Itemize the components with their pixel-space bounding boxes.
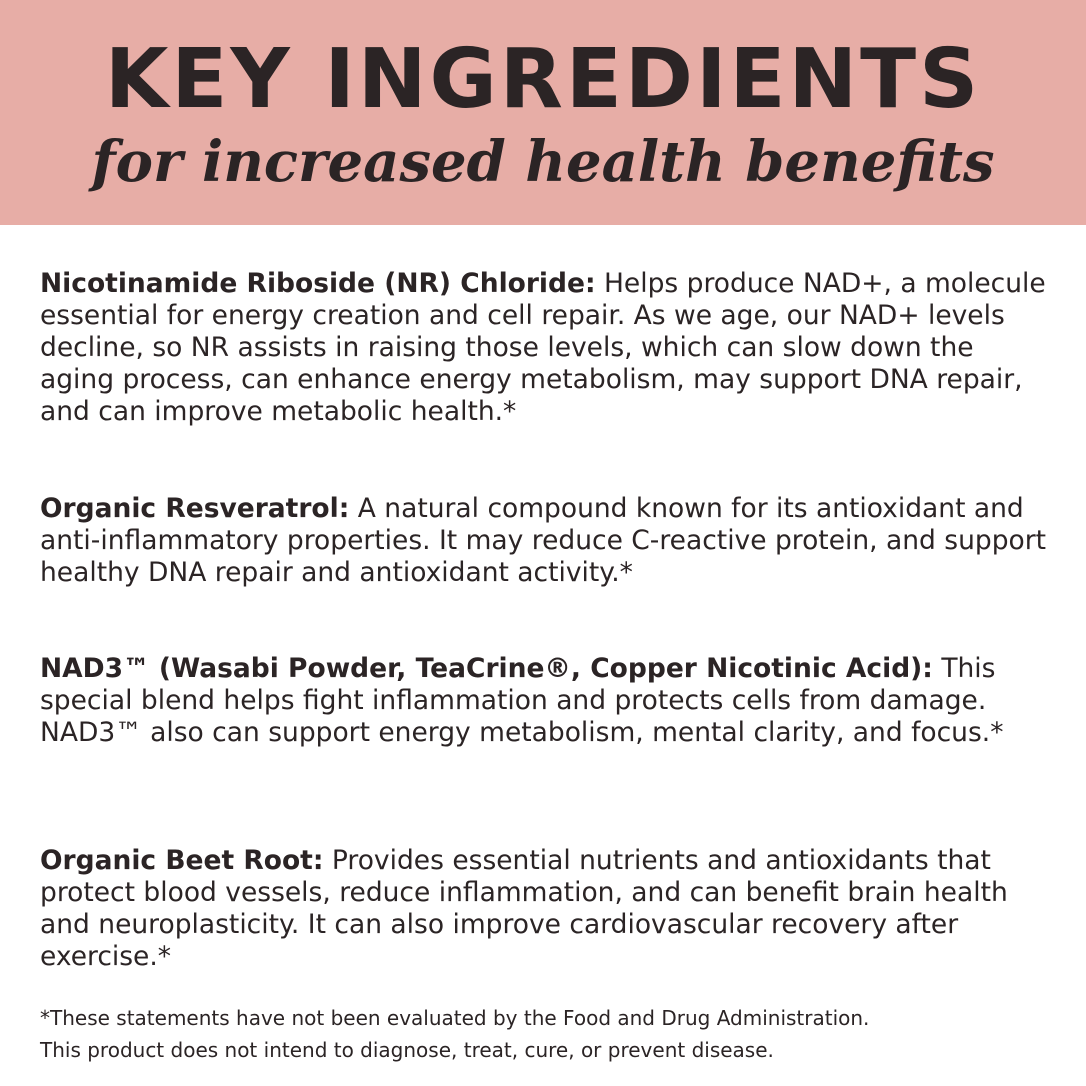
ingredient-name: Organic Beet Root:: [40, 845, 324, 876]
ingredient-organic-resveratrol: [40, 493, 1050, 589]
ingredient-name: Nicotinamide Riboside (NR) Chloride:: [40, 268, 596, 299]
fda-disclaimer: [40, 1002, 1050, 1066]
header-banner: [0, 0, 1086, 225]
ingredient-description: Helps produce NAD+, a molecule essential for energy creation and cell repair. As we age, our NAD+ levels decline, so NR assists in raising those levels, which can slow down the aging process, can enhance energy metabolism, may support DNA repair, and can improve metabolic health.*: [40, 268, 1046, 427]
ingredient-organic-beet-root: [40, 845, 1050, 973]
ingredient-nad3-blend: [40, 653, 1050, 749]
ingredient-nicotinamide-riboside: [40, 268, 1050, 428]
ingredient-name: NAD3™ (Wasabi Powder, TeaCrine®, Copper Nicotinic Acid):: [40, 653, 933, 684]
ingredient-description: Provides essential nutrients and antioxidants that protect blood vessels, reduce inflammation, and can benefit brain health and neuroplasticity. It can also improve cardiovascular recovery after exercise.*: [40, 845, 1008, 972]
ingredient-description: A natural compound known for its antioxidant and anti-inflammatory properties. It may reduce C-reactive protein, and support healthy DNA repair and antioxidant activity.*: [40, 493, 1047, 588]
disclaimer-line-2: This product does not intend to diagnose, treat, cure, or prevent disease.: [40, 1038, 774, 1062]
page-subtitle: for increased health benefits: [91, 129, 995, 195]
ingredient-description: This special blend helps fight inflammation and protects cells from damage. NAD3™ also can support energy metabolism, mental clarity, and focus.*: [40, 653, 1004, 748]
disclaimer-line-1: *These statements have not been evaluated by the Food and Drug Administration.: [40, 1006, 870, 1030]
page-title: KEY INGREDIENTS: [104, 32, 982, 127]
ingredient-name: Organic Resveratrol:: [40, 493, 350, 524]
